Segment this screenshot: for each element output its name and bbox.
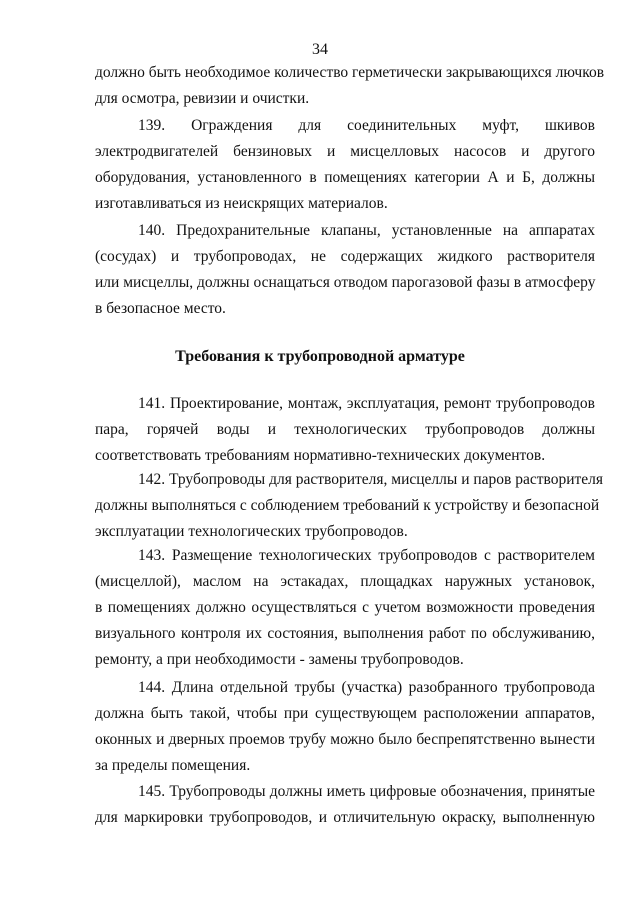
text-line: для маркировки трубопроводов, и отличительную окраску, выполненную: [95, 809, 595, 826]
text-line: ремонту, а при необходимости - замены трубопроводов.: [95, 651, 464, 668]
paragraph-145: [95, 779, 595, 831]
text-line: соответствовать требованиям нормативно-технических документов.: [95, 447, 546, 464]
text-line: должна быть такой, чтобы при существующем расположении аппаратов,: [95, 705, 595, 722]
text-line: 145. Трубопроводы должны иметь цифровые обозначения, принятые: [138, 783, 595, 800]
text-line: в помещениях должно осуществляться с учетом возможности проведения: [95, 599, 595, 616]
text-line: электродвигателей бензиновых и мисцелловых насосов и другого: [95, 143, 595, 160]
text-line: визуального контроля их состояния, выполнения работ по обслуживанию,: [95, 625, 595, 642]
text-line: в безопасное место.: [95, 300, 226, 317]
text-line: 141. Проектирование, монтаж, эксплуатация, ремонт трубопроводов: [138, 395, 595, 412]
page-number: 34: [312, 41, 328, 58]
text-line: оборудования, установленного в помещениях категории А и Б, должны: [95, 169, 595, 186]
text-line: оконных и дверных проемов трубу можно было беспрепятственно вынести: [95, 731, 595, 748]
paragraph-140: [95, 218, 595, 322]
paragraph-continuation: [95, 60, 605, 112]
text-line: должно быть необходимое количество герметически закрывающихся лючков: [95, 64, 605, 81]
text-line: 143. Размещение технологических трубопроводов с растворителем: [138, 547, 595, 564]
section-heading: Требования к трубопроводной арматуре: [175, 348, 465, 365]
text-line: (мисцеллой), маслом на эстакадах, площадках наружных установок,: [95, 573, 595, 590]
text-line: эксплуатации технологических трубопроводов.: [95, 523, 408, 540]
text-line: за пределы помещения.: [95, 757, 251, 774]
text-line: должны выполняться с соблюдением требований к устройству и безопасной: [95, 497, 600, 514]
text-line: изготавливаться из неискрящих материалов.: [95, 195, 388, 212]
text-line: 142. Трубопроводы для растворителя, мисцеллы и паров растворителя: [138, 471, 604, 488]
text-line: 139. Ограждения для соединительных муфт, шкивов: [138, 117, 595, 134]
paragraph-142: [95, 467, 604, 545]
paragraph-143: [95, 543, 595, 673]
text-line: (сосудах) и трубопроводах, не содержащих жидкого растворителя: [95, 248, 595, 265]
paragraph-141: [95, 391, 595, 469]
text-line: пара, горячей воды и технологических трубопроводов должны: [95, 421, 595, 438]
paragraph-144: [95, 675, 595, 779]
text-line: или мисцеллы, должны оснащаться отводом парогазовой фазы в атмосферу: [95, 274, 596, 291]
text-line: 144. Длина отдельной трубы (участка) разобранного трубопровода: [138, 679, 595, 696]
paragraph-139: [95, 113, 595, 217]
text-line: 140. Предохранительные клапаны, установленные на аппаратах: [138, 222, 595, 239]
text-line: для осмотра, ревизии и очистки.: [95, 90, 310, 107]
